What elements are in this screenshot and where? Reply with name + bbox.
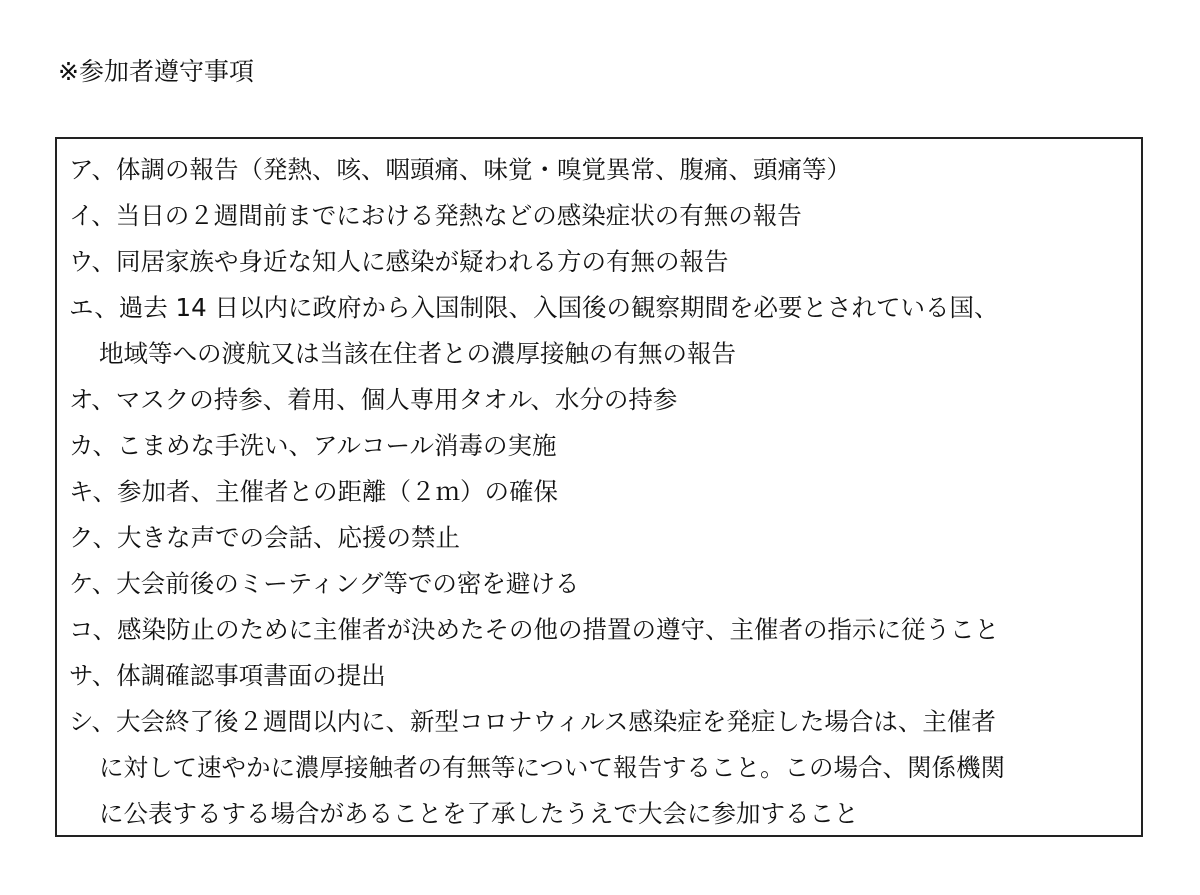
rule-item bbox=[69, 239, 1133, 285]
rule-line: コ、感染防止のために主催者が決めたその他の措置の遵守、主催者の指示に従うこと bbox=[69, 615, 1000, 644]
rule-line: シ、大会終了後２週間以内に、新型コロナウィルス感染症を発症した場合は、主催者 bbox=[69, 707, 996, 736]
rule-line: イ、当日の２週間前までにおける発熱などの感染症状の有無の報告 bbox=[69, 201, 802, 230]
rule-item bbox=[69, 423, 1133, 469]
rule-line-continuation: 地域等への渡航又は当該在住者との濃厚接触の有無の報告 bbox=[99, 339, 736, 368]
rule-item bbox=[69, 699, 1133, 837]
rule-line-continuation: に対して速やかに濃厚接触者の有無等について報告すること。この場合、関係機関 bbox=[99, 753, 1006, 782]
rule-item bbox=[69, 607, 1133, 653]
rules-box bbox=[55, 137, 1143, 837]
rule-item bbox=[69, 561, 1133, 607]
rule-line: エ、過去 14 日以内に政府から入国制限、入国後の観察期間を必要とされている国、 bbox=[69, 293, 999, 322]
rule-item bbox=[69, 653, 1133, 699]
rule-line-continuation: に公表するする場合があることを了承したうえで大会に参加すること bbox=[99, 799, 859, 828]
page-heading: ※参加者遵守事項 bbox=[58, 57, 254, 86]
rule-line: ア、体調の報告（発熱、咳、咽頭痛、味覚・嗅覚異常、腹痛、頭痛等） bbox=[69, 155, 852, 184]
rule-line: サ、体調確認事項書面の提出 bbox=[69, 661, 386, 690]
rule-line: ウ、同居家族や身近な知人に感染が疑われる方の有無の報告 bbox=[69, 247, 729, 276]
rule-item bbox=[69, 285, 1133, 377]
rule-item bbox=[69, 193, 1133, 239]
rule-item bbox=[69, 469, 1133, 515]
rule-line: カ、こまめな手洗い、アルコール消毒の実施 bbox=[69, 431, 557, 460]
rule-item bbox=[69, 147, 1133, 193]
rule-line: ク、大きな声での会話、応援の禁止 bbox=[69, 523, 461, 552]
rule-item bbox=[69, 515, 1133, 561]
rule-item bbox=[69, 377, 1133, 423]
rule-line: ケ、大会前後のミーティング等での密を避ける bbox=[69, 569, 580, 598]
rule-line: キ、参加者、主催者との距離（２ｍ）の確保 bbox=[69, 477, 559, 506]
rule-line: オ、マスクの持参、着用、個人専用タオル、水分の持参 bbox=[69, 385, 678, 414]
